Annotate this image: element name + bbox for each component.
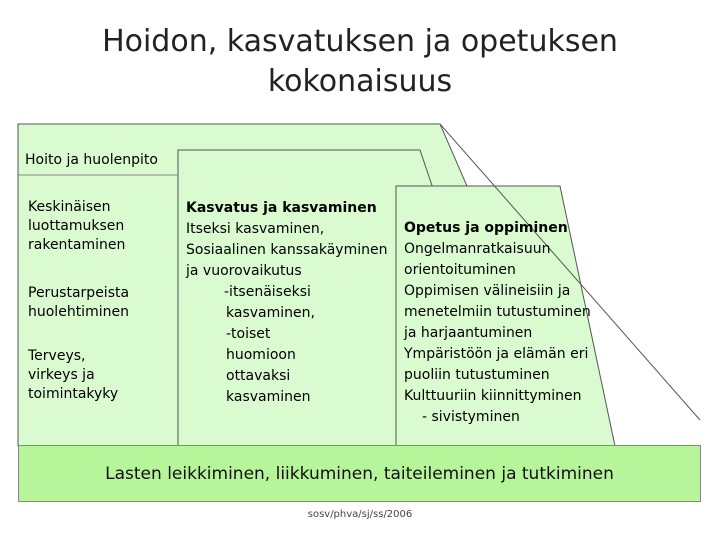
bottom-band-text: Lasten leikkiminen, liikkuminen, taiteileminen ja tutkiminen [105,463,614,484]
hoito-item-1-line-2: luottamuksen [28,218,125,234]
opetus-line: Oppimisen välineisiin ja [404,283,571,299]
kasvatus-line: -toiset [226,326,271,342]
hoito-item-3-line-2: virkeys ja [28,367,95,383]
title-line-1: Hoidon, kasvatuksen ja opetuksen [102,24,618,59]
opetus-heading: Opetus ja oppiminen [404,220,568,236]
opetus-line: Ongelmanratkaisuun [404,241,551,257]
hoito-item-2-line-1: Perustarpeista [28,285,130,301]
opetus-line: menetelmiin tutustuminen [404,304,591,320]
hoito-item-2-line-2: huolehtiminen [28,304,129,320]
opetus-line: ja harjaantuminen [404,325,533,341]
hoito-item-1 [28,198,125,255]
kasvatus-heading: Kasvatus ja kasvaminen [186,200,377,216]
kasvatus-text-block [186,198,387,408]
hoito-item-1-line-1: Keskinäisen [28,199,111,215]
hoito-item-2 [28,284,129,322]
hoito-label: Hoito ja huolenpito [25,152,158,168]
opetus-line: Ympäristöön ja elämän eri [404,346,589,362]
kasvatus-line: ottavaksi [226,368,291,384]
kasvatus-line: kasvaminen, [226,305,315,321]
opetus-line: - sivistyminen [422,409,520,425]
hoito-item-3 [28,347,118,404]
hoito-item-1-line-3: rakentaminen [28,237,126,253]
kasvatus-line: ja vuorovaikutus [186,263,302,279]
opetus-text-block [404,218,591,428]
kasvatus-line: kasvaminen [226,389,311,405]
kasvatus-line: Sosiaalinen kanssakäyminen [186,242,388,258]
kasvatus-line: -itsenäiseksi [224,284,311,300]
opetus-line: puoliin tutustuminen [404,367,550,383]
opetus-line: Kulttuuriin kiinnittyminen [404,388,582,404]
bottom-activity-band [18,445,701,502]
kasvatus-line: Itseksi kasvaminen, [186,221,325,237]
credit-text: sosv/phva/sj/ss/2006 [307,509,413,520]
opetus-line: orientoituminen [404,262,516,278]
kasvatus-line: huomioon [226,347,296,363]
title-line-2: kokonaisuus [267,64,453,99]
hoito-item-3-line-1: Terveys, [28,348,86,364]
hoito-item-3-line-3: toimintakyky [28,386,119,402]
